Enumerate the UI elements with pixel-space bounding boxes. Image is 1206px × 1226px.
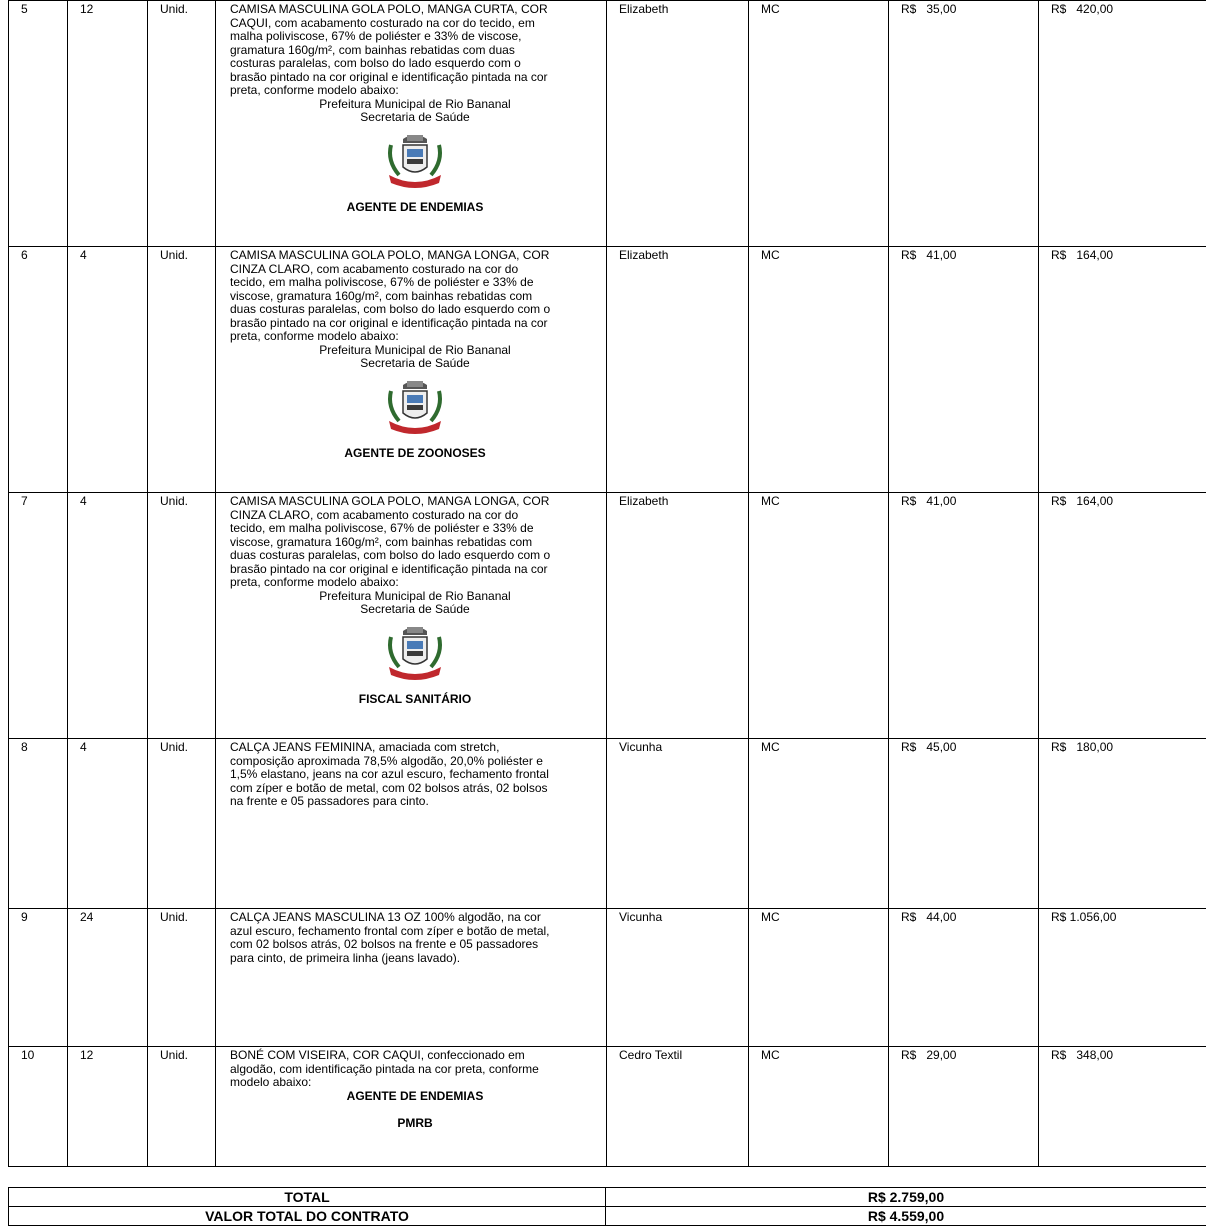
unit: Unid. — [148, 1, 216, 247]
description-text: CAMISA MASCULINA GOLA POLO, MANGA CURTA, COR CAQUI, com acabamento costurado na cor do tecido, em malha poliviscose, 67% de poliéster e 33% de viscose, gramatura 160g/m², com bainhas rebatidas com duas costuras paralelas, com bolso do lado esquerdo com o brasão pintado na cor original e identificação pintada na cor preta, conforme modelo abaixo: — [230, 3, 600, 98]
badge-label-2: PMRB — [230, 1117, 600, 1131]
item-number: 6 — [9, 247, 68, 493]
item-number: 5 — [9, 1, 68, 247]
quantity: 12 — [68, 1047, 148, 1167]
origin: MC — [749, 247, 889, 493]
table-row — [9, 739, 1206, 909]
coat-of-arms-icon — [383, 131, 447, 193]
org-line-2: Secretaria de Saúde — [230, 603, 600, 617]
unit: Unid. — [148, 493, 216, 739]
unit: Unid. — [148, 1047, 216, 1167]
description — [216, 247, 607, 493]
total-row — [9, 1188, 1206, 1207]
item-number: 10 — [9, 1047, 68, 1167]
description-text: BONÉ COM VISEIRA, COR CAQUI, confeccionado em algodão, com identificação pintada na cor preta, conforme modelo abaixo: — [230, 1049, 600, 1090]
row-total: R$ 164,00 — [1039, 247, 1206, 493]
badge-label: AGENTE DE ENDEMIAS — [230, 201, 600, 215]
unit-price: R$ 35,00 — [889, 1, 1039, 247]
org-line-2: Secretaria de Saúde — [230, 357, 600, 371]
quantity: 12 — [68, 1, 148, 247]
origin: MC — [749, 1, 889, 247]
quantity: 24 — [68, 909, 148, 1047]
origin: MC — [749, 909, 889, 1047]
table-row — [9, 493, 1206, 739]
table-row — [9, 1, 1206, 247]
row-total: R$ 1.056,00 — [1039, 909, 1206, 1047]
badge-label: AGENTE DE ZOONOSES — [230, 447, 600, 461]
totals-table — [8, 1187, 1206, 1226]
origin: MC — [749, 1047, 889, 1167]
item-number: 9 — [9, 909, 68, 1047]
description — [216, 1, 607, 247]
unit-price: R$ 41,00 — [889, 247, 1039, 493]
row-total: R$ 348,00 — [1039, 1047, 1206, 1167]
description — [216, 909, 607, 1047]
brand: Elizabeth — [607, 493, 749, 739]
brand: Elizabeth — [607, 1, 749, 247]
coat-of-arms-icon — [383, 623, 447, 685]
quantity: 4 — [68, 739, 148, 909]
description — [216, 739, 607, 909]
description-text: CAMISA MASCULINA GOLA POLO, MANGA LONGA, COR CINZA CLARO, com acabamento costurado na cor do tecido, em malha poliviscose, 67% de poliéster e 33% de viscose, gramatura 160g/m², com bainhas rebatidas com duas costuras paralelas, com bolso do lado esquerdo com o brasão pintado na cor original e identificação pintada na cor preta, conforme modelo abaixo: — [230, 249, 600, 344]
total-value: R$ 2.759,00 — [606, 1188, 1206, 1207]
row-total: R$ 180,00 — [1039, 739, 1206, 909]
description — [216, 1047, 607, 1167]
org-line-2: Secretaria de Saúde — [230, 111, 600, 125]
table-row — [9, 247, 1206, 493]
unit-price: R$ 45,00 — [889, 739, 1039, 909]
row-total: R$ 164,00 — [1039, 493, 1206, 739]
unit-price: R$ 44,00 — [889, 909, 1039, 1047]
description — [216, 493, 607, 739]
brand: Elizabeth — [607, 247, 749, 493]
unit-price: R$ 29,00 — [889, 1047, 1039, 1167]
org-line-1: Prefeitura Municipal de Rio Bananal — [230, 98, 600, 112]
description-text: CAMISA MASCULINA GOLA POLO, MANGA LONGA, COR CINZA CLARO, com acabamento costurado na cor do tecido, em malha poliviscose, 67% de poliéster e 33% de viscose, gramatura 160g/m², com bainhas rebatidas com duas costuras paralelas, com bolso do lado esquerdo com o brasão pintado na cor original e identificação pintada na cor preta, conforme modelo abaixo: — [230, 495, 600, 590]
unit: Unid. — [148, 739, 216, 909]
unit: Unid. — [148, 247, 216, 493]
unit-price: R$ 41,00 — [889, 493, 1039, 739]
item-number: 7 — [9, 493, 68, 739]
description-text: CALÇA JEANS MASCULINA 13 OZ 100% algodão, na cor azul escuro, fechamento frontal com zíper e botão de metal, com 02 bolsos atrás, 02 bolsos na frente e 05 passadores para cinto, de primeira linha (jeans lavado). — [230, 911, 600, 965]
badge-label: FISCAL SANITÁRIO — [230, 693, 600, 707]
coat-of-arms-icon — [383, 377, 447, 439]
item-number: 8 — [9, 739, 68, 909]
row-total: R$ 420,00 — [1039, 1, 1206, 247]
items-table — [8, 0, 1206, 1167]
contract-total-value: R$ 4.559,00 — [606, 1207, 1206, 1226]
table-row — [9, 1047, 1206, 1167]
origin: MC — [749, 739, 889, 909]
contract-total-row — [9, 1207, 1206, 1226]
quantity: 4 — [68, 493, 148, 739]
total-label: TOTAL — [9, 1188, 606, 1207]
unit: Unid. — [148, 909, 216, 1047]
org-line-1: Prefeitura Municipal de Rio Bananal — [230, 590, 600, 604]
origin: MC — [749, 493, 889, 739]
org-line-1: Prefeitura Municipal de Rio Bananal — [230, 344, 600, 358]
contract-total-label: VALOR TOTAL DO CONTRATO — [9, 1207, 606, 1226]
brand: Vicunha — [607, 909, 749, 1047]
brand: Cedro Textil — [607, 1047, 749, 1167]
quantity: 4 — [68, 247, 148, 493]
brand: Vicunha — [607, 739, 749, 909]
table-row — [9, 909, 1206, 1047]
badge-label: AGENTE DE ENDEMIAS — [230, 1090, 600, 1104]
description-text: CALÇA JEANS FEMININA, amaciada com stretch, composição aproximada 78,5% algodão, 20,0% poliéster e 1,5% elastano, jeans na cor azul escuro, fechamento frontal com zíper e botão de metal, com 02 bolsos atrás, 02 bolsos na frente e 05 passadores para cinto. — [230, 741, 600, 809]
